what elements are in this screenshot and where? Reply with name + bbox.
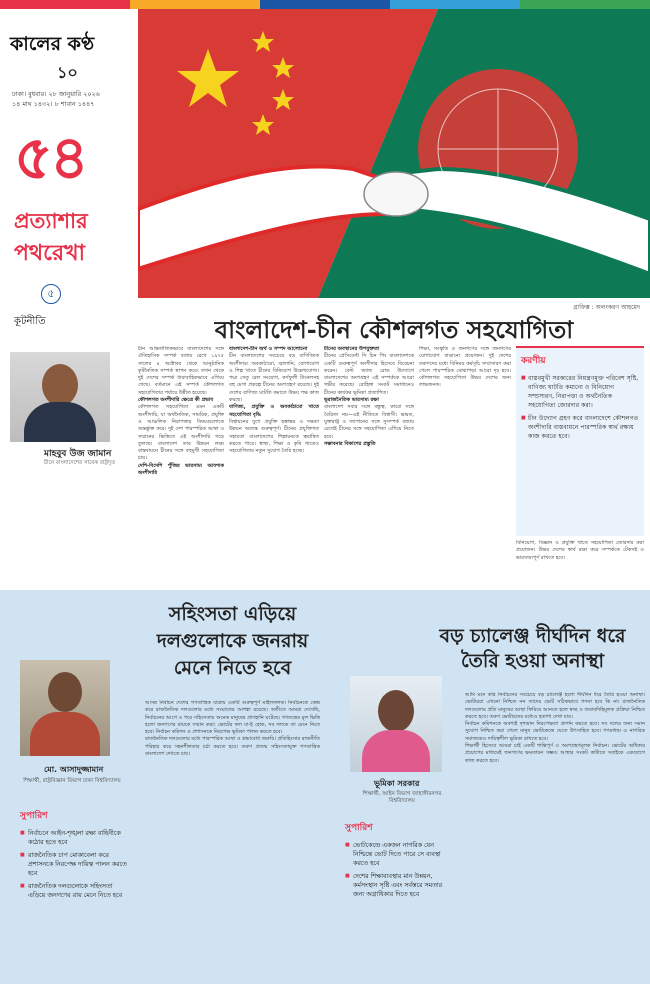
paragraph: শিক্ষা, সংস্কৃতি ও জনগণের সঙ্গে জনগণের যোগাযোগ বাড়ানো প্রয়োজন। দুই দেশের তরুণদের মধ্যে বিনিময় কর্মসূচি সম্প্রসারণ করা গেলে পারস্পরিক বোঝাপড়া আরো দৃঢ় হবে। কৌশলগত সহযোগিতা উভয় দেশের জন্য লাভজনক। [419, 346, 511, 389]
opinion-body-right [465, 692, 645, 980]
subhead: ভূরাজনৈতিক ভারসাম্য রক্ষা [324, 397, 379, 404]
opinion-recommendations-right [345, 820, 455, 903]
paragraph: চীন আন্তর্জাতিকভাবে বাংলাদেশের সঙ্গে ঐতিহাসিক সম্পর্ক বজায় রেখে ১৯৭৫ সালের ৪ অক্টোবর থেকে আনুষ্ঠানিক কূটনৈতিক সম্পর্ক স্থাপন করে। তখন থেকে দুই দেশের সম্পর্ক ধারাবাহিকভাবে এগিয়ে গেছে। বর্তমানে এই সম্পর্ক কৌশলগত সহযোগিতার পর্যায়ে উন্নীত হয়েছে। [138, 346, 224, 396]
paragraph: আসন্ন নির্বাচন দেশের গণতান্ত্রিক যাত্রায় একটি গুরুত্বপূর্ণ মাইলফলক। নির্বাচনকে কেন্দ্র করে রাজনৈতিক দলগুলোর মধ্যে সংঘাতের আশঙ্কা রয়েছে। অতীতে আমরা দেখেছি, নির্বাচনের আগে ও পরে সহিংসতায় অনেক মানুষের প্রাণহানি ঘটেছে। গণতন্ত্রের মূল ভিত্তি হলো জনগণের রায়কে সম্মান করা। ভোটের ফল যা-ই হোক, সব দলকে তা মেনে নিতে হবে। নির্বাচন কমিশন ও প্রশাসনকে নিরপেক্ষ ভূমিকা পালন করতে হবে। [145, 700, 320, 736]
article-column-3 [324, 346, 414, 584]
avatar [378, 690, 414, 732]
subhead: চীনের অবস্থানের উপযুক্ততা [324, 346, 380, 352]
article-column-5 [516, 540, 644, 584]
opinion-author-photo-right [350, 676, 442, 772]
page-number: ১০ [57, 63, 78, 82]
article-column-4 [419, 346, 511, 584]
recommendation-item: ■ নির্বাচনে আইন-শৃঙ্খলা রক্ষা বাহিনীকে কঠোর হতে হবে [20, 829, 130, 847]
paragraph: কৌশলগত সহযোগিতা এমন একটি অংশীদারি, যা অর্থনৈতিক, সামরিক, প্রযুক্তি ও আঞ্চলিক নিরাপত্তার বিষয়গুলোকে অন্তর্ভুক্ত করে। দুই দেশ পারস্পরিক আস্থা ও সম্মানের ভিত্তিতে এই অংশীদারি গড়ে তুলছে। বাংলাদেশ তার উন্নয়ন লক্ষ্য বাস্তবায়নে চীনের সঙ্গে বহুমুখী সহযোগিতা চায়। [138, 404, 224, 462]
paragraph: রাজনৈতিক দলগুলোর মধ্যে পারস্পরিক আস্থা ও শ্রদ্ধাবোধ জরুরি। প্রতিহিংসার রাজনীতি পরিহার করে সহনশীলতার চর্চা করতে হবে। তরুণ প্রজন্ম সহিংসতামুক্ত গণতান্ত্রিক বাংলাদেশ দেখতে চায়। [145, 736, 320, 758]
author-photo [10, 352, 110, 442]
recommendation-item: ■ রাজনৈতিক দলগুলোকে সহিংসতা এড়িয়ে জনগণের রায় মেনে নিতে হবে [20, 882, 130, 900]
illustration-credit: গ্রাফিক্স : অলংকরণ আহমেদ [573, 304, 640, 311]
supplement-title-line1: প্রত্যাশার [14, 208, 88, 233]
avatar-body [24, 402, 96, 442]
color-bar-segment [0, 0, 130, 9]
date-line-2: ১৪ মাঘ ১৪৩২। ৮ শাবান ১৪৪৭ [12, 100, 95, 108]
recommendation-box [516, 346, 644, 536]
opinion-author-name-left: মো. আসাদুজ্জামান [44, 765, 104, 774]
handshake-illustration [138, 9, 650, 298]
article-column-1 [138, 346, 224, 584]
avatar [42, 364, 78, 406]
recommendation-title: সুপারিশ [20, 811, 48, 821]
opinion-headline-right: বড় চ্যালেঞ্জ দীর্ঘদিন ধরে তৈরি হওয়া অনাস্থা [439, 625, 626, 672]
avatar [48, 672, 82, 712]
supplement-page-number: ৫ [41, 284, 61, 304]
subhead: দেশি-বিদেশি পুঁজির ভারসাম্য আবশ্যক অংশীদারি [138, 462, 224, 477]
subhead: সম্ভাবনার বিকাশের প্রস্তুতি [324, 440, 376, 447]
author-name: মাহবুব উজ জামান [44, 449, 112, 459]
recommendation-item: ■ দেশের শিক্ষাব্যবস্থার মান উন্নয়ন, কর্মসংস্থান সৃষ্টি এবং সর্বস্তরে সমতার জন্য অগ্রাধিকার দিতে হবে [345, 872, 455, 899]
paragraph: বিশ্বায়নের যুগে প্রযুক্তি হস্তান্তর ও দক্ষতা উন্নয়ন অত্যন্ত গুরুত্বপূর্ণ। চীনের প্রযুক্তিগত সহায়তা বাংলাদেশের শিল্পায়নকে ত্বরান্বিত করতে পারে। স্বাস্থ্য, শিক্ষা ও কৃষি খাতেও সহযোগিতার নতুন সুযোগ তৈরি হচ্ছে। [229, 418, 319, 455]
subhead: কৌশলগত অংশীদারি ক্ষেত্রে কী প্রভাব [138, 397, 214, 404]
subhead: বাণিজ্য, প্রযুক্তি ও অবকাঠামো খাতে সহযোগিতা বৃদ্ধি [229, 404, 319, 418]
article-column-2 [229, 346, 319, 584]
color-bar-segment [390, 0, 520, 9]
opinion-body-left [145, 700, 320, 980]
newspaper-masthead: কালের কণ্ঠ [10, 33, 95, 55]
paragraph: শিক্ষার্থী হিসেবে আমরা চাই একটি শান্তিপূর্ণ ও অংশগ্রহণমূলক নির্বাচন। ভোটের অধিকার প্রয়োগের মাধ্যমেই জনগণের ক্ষমতায়ন সম্ভব। আস্থার সংকট কাটাতে সবাইকে একযোগে কাজ করতে হবে। [465, 743, 645, 764]
date-line-1: ঢাকা। বুধবার। ২৮ জানুয়ারি ২০২৬ [12, 90, 100, 98]
opinion-author-role-right: শিক্ষার্থী, আইন বিভাগ জাহাঙ্গীরনগর বিশ্ববিদ্যালয় [362, 791, 442, 804]
recommendation-item: ■ রাজনৈতিক চাপ মোকাবেলা করে প্রশাসনকে নিরপেক্ষ দায়িত্ব পালন করতে হবে [20, 851, 130, 878]
color-bar-segment [260, 0, 390, 9]
subhead: বাংলাদেশ-চীন অর্থ ও সম্পদ আলোচনা [229, 346, 308, 352]
supplement-number: ৫৪ [14, 123, 86, 193]
opinion-author-role-left: শিক্ষার্থী, রাষ্ট্রবিজ্ঞান বিভাগ ঢাকা বিশ্ববিদ্যালয় [23, 778, 121, 784]
opinion-headline-left: সহিংসতা এড়িয়ে দলগুলোকে জনরায় মেনে নিতে হবে [156, 603, 309, 679]
paragraph: চীন বাংলাদেশের সবচেয়ে বড় বাণিজ্যিক অংশীদার। অবকাঠামো, জ্বালানি, যোগাযোগ ও শিল্প খাতে চীনের বিনিয়োগ উল্লেখযোগ্য। পদ্মা সেতু রেল সংযোগ, কর্ণফুলী টানেলসহ বহু মেগা প্রকল্পে চীনের অংশগ্রহণ রয়েছে। দুই দেশের বাণিজ্য ঘাটতি কমাতে উভয় পক্ষ কাজ করছে। [229, 353, 319, 404]
hero-illustration [138, 9, 650, 298]
opinion-author-name-right: ভূমিকা সরকার [374, 779, 420, 788]
section-label: কূটনীতি [14, 316, 46, 327]
top-color-bar [0, 0, 650, 9]
avatar-body [30, 712, 100, 756]
color-bar-segment [520, 0, 650, 9]
author-role: চীনে বাংলাদেশের সাবেক রাষ্ট্রদূত [44, 460, 116, 466]
color-bar-segment [130, 0, 260, 9]
recommendation-item: ■ ভোটকেন্দ্রে একজন নাগরিক যেন নিশ্চিন্তে ভোট দিতে পারে সে ব্যবস্থা করতে হবে [345, 841, 455, 868]
main-headline: বাংলাদেশ-চীন কৌশলগত সহযোগিতা [214, 315, 574, 344]
recommendation-title: করণীয় [521, 356, 546, 366]
avatar-body [362, 730, 430, 772]
recommendation-item: ■ বাস্তবমুখী সরকারের নিয়ন্ত্রণমুক্ত পরিবেশ সৃষ্টি, বাণিজ্য ঘাটতি কমানো ও বিনিয়োগ সম্প্রসারণ, নিরাপত্তা ও অর্থনৈতিক সহযোগিতা জোরদার করা। [521, 374, 639, 410]
paragraph: বিনিয়োগ, বিজ্ঞান ও প্রযুক্তি খাতে সহযোগিতা জোরদার করা প্রয়োজন। উভয় দেশের স্বার্থ রক্ষা করে সম্পর্ককে টেকসই ও ভারসাম্যপূর্ণ রাখতে হবে। [516, 540, 644, 561]
paragraph: বাংলাদেশ সবার সঙ্গে বন্ধুত্ব, কারো সঙ্গে বৈরিতা নয়—এই নীতিতে বিশ্বাসী। ভারত, যুক্তরাষ্ট্র ও জাপানের সঙ্গে সুসম্পর্ক বজায় রেখেই চীনের সঙ্গে সহযোগিতা এগিয়ে নিতে হবে। [324, 404, 414, 440]
opinion-author-photo-left [20, 660, 110, 756]
recommendation-title: সুপারিশ [345, 823, 373, 833]
recommendation-item: ■ চীন উদ্যোগ গ্রহণ করে বাংলাদেশে কৌশলগত অংশীদারি বাস্তবায়নে পারস্পরিক স্বার্থ রক্ষায় কাজ করতে হবে। [521, 414, 639, 441]
dateline [12, 89, 100, 109]
opinion-recommendations-left [20, 808, 130, 904]
paragraph: নির্বাচন কমিশনকে অবশ্যই দৃশ্যমান নিরপেক্ষতা প্রদর্শন করতে হবে। সব দলের জন্য সমান সুযোগ নিশ্চিত করা গেলে মানুষ ভোটকেন্দ্রে যেতে উৎসাহিত হবে। গণমাধ্যম ও নাগরিক সমাজকেও দায়িত্বশীল ভূমিকা রাখতে হবে। [465, 721, 645, 742]
supplement-title-line2: পথরেখা [14, 240, 85, 266]
paragraph: চীনের প্রেসিডেন্ট সি চিন পিং বাংলাদেশকে একটি গুরুত্বপূর্ণ অংশীদার হিসেবে বিবেচনা করেন। বেল্ট অ্যান্ড রোড উদ্যোগে বাংলাদেশের অংশগ্রহণ এই সম্পর্ককে আরো গভীর করেছে। রোহিঙ্গা সংকট সমাধানেও চীনের কার্যকর ভূমিকা প্রত্যাশিত। [324, 353, 414, 396]
paragraph: আমি মনে করি নির্বাচনের সবচেয়ে বড় চ্যালেঞ্জ হলো দীর্ঘদিন ধরে তৈরি হওয়া অনাস্থা। ভোটাররা এখনো নিশ্চিত নন তাদের ভোট সঠিকভাবে গণনা হবে কি না। রাজনৈতিক দলগুলোর প্রতি মানুষের আস্থা ফিরিয়ে আনতে হলে স্বচ্ছ ও জবাবদিহিমূলক প্রক্রিয়া নিশ্চিত করতে হবে। তরুণ ভোটারদের মধ্যেও হতাশা দেখা যায়। [465, 692, 645, 720]
